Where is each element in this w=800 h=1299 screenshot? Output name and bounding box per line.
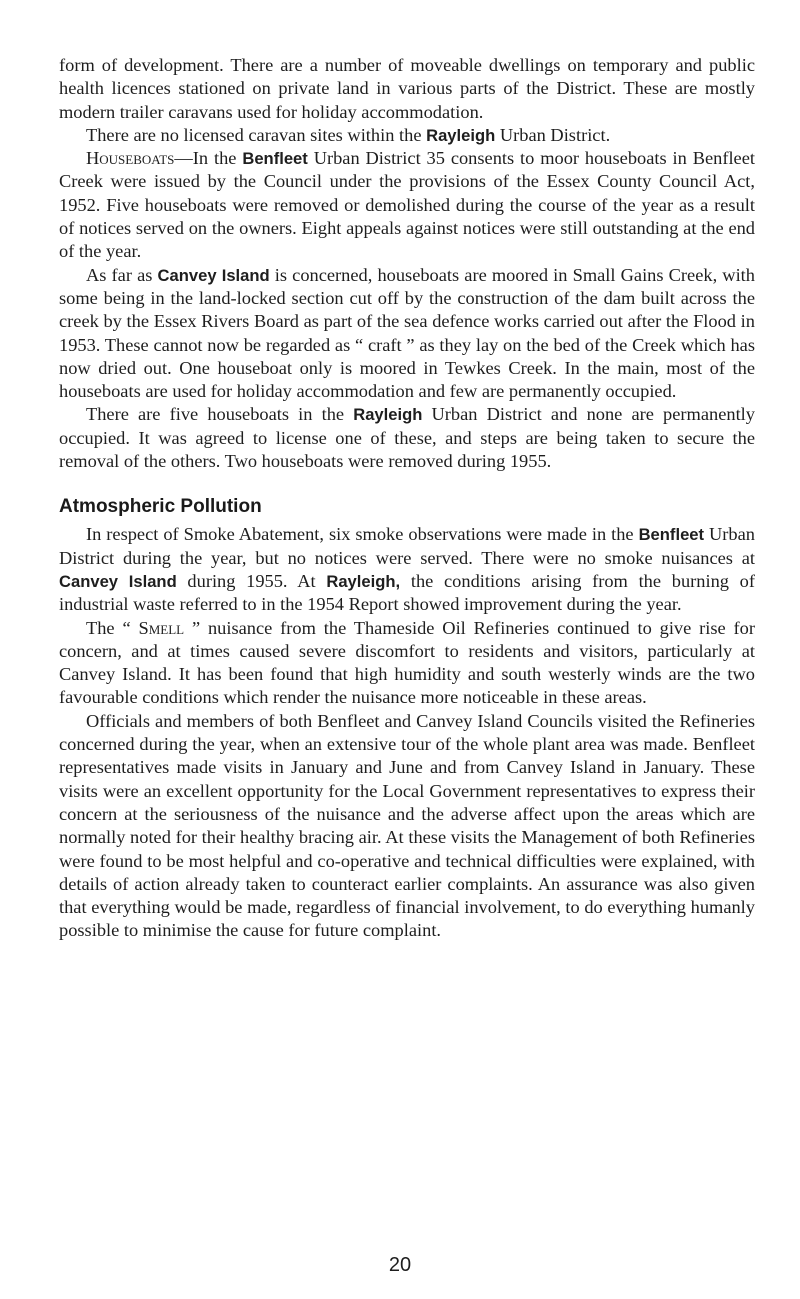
paragraph-text: —In the [174, 148, 243, 169]
small-caps-smell: Smell [138, 617, 185, 638]
paragraph-text: Urban District and none are permanently occupied. It was agreed to license one of these, and steps are being taken to secure the removal of the others. Two houseboats were removed during 1955. [59, 404, 755, 472]
paragraph-text: Urban District during the year, but no notices were served. There were no smoke nuisances at [59, 524, 755, 568]
paragraph-rayleigh-caravans [59, 124, 755, 147]
place-name-rayleigh: Rayleigh [426, 125, 496, 145]
paragraph-smoke-abatement [59, 523, 755, 616]
paragraph-text: Urban District. [495, 124, 611, 145]
paragraph-text: As far as [86, 264, 158, 285]
paragraph-text: the conditions arising from the burning of industrial waste referred to in the 1954 Report showed improvement during the year. [59, 570, 755, 615]
paragraph-houseboats-canvey [59, 264, 755, 404]
paragraph-text: Urban District 35 consents to moor houseboats in Benfleet Creek were issued by the Council under the provisions of the Essex County Council Act, 1952. Five houseboats were removed or demolished during the course of the year as a result of notices served on the owners. Eight appeals against notices were still outstanding at the end of the year. [59, 148, 755, 262]
section-heading-atmospheric-pollution: Atmospheric Pollution [59, 496, 262, 518]
paragraph-moveable-dwellings [59, 54, 755, 124]
paragraph-text: ” nuisance from the Thameside Oil Refineries continued to give rise for concern, and at times caused severe discomfort to residents and visitors, particularly at Canvey Island. It has been found that high humidity and south westerly winds are the two favourable conditions which render the nuisance more noticeable in these areas. [59, 617, 755, 708]
paragraph-houseboats-benfleet [59, 147, 755, 263]
paragraph-refinery-visits [59, 710, 755, 943]
paragraph-smell-nuisance [59, 617, 755, 710]
document-page [59, 54, 755, 943]
paragraph-text: is concerned, houseboats are moored in Small Gains Creek, with some being in the land-locked section cut off by the construction of the dam built across the creek by the Essex Rivers Board as part of the sea defence works carried out after the Flood in 1953. These cannot now be regarded as “ craft ” as they lay on the bed of the Creek which has now dried out. One houseboat only is moored in Tewkes Creek. In the main, most of the houseboats are used for holiday accommodation and few are permanently occupied. [59, 264, 755, 402]
page-number: 20 [388, 1254, 412, 1276]
paragraph-text: In respect of Smoke Abatement, six smoke observations were made in the [86, 524, 639, 545]
paragraph-text: There are five houseboats in the [86, 404, 354, 425]
place-name-benfleet: Benfleet [242, 149, 308, 169]
paragraph-text: There are no licensed caravan sites within the [86, 124, 427, 145]
paragraph-text: The “ [86, 617, 139, 638]
place-name-benfleet: Benfleet [638, 525, 705, 545]
place-name-rayleigh: Rayleigh [353, 405, 423, 425]
paragraph-houseboats-rayleigh [59, 403, 755, 473]
place-name-canvey-island: Canvey Island [157, 265, 270, 285]
run-in-heading-houseboats: Houseboats [86, 148, 175, 169]
paragraph-text: form of development. There are a number of moveable dwellings on temporary and public health licences stationed on private land in various parts of the District. These are mostly modern trailer caravans used for holiday accommodation. [59, 55, 755, 122]
place-name-canvey-island: Canvey Island [59, 571, 177, 591]
place-name-rayleigh: Rayleigh, [326, 571, 401, 591]
paragraph-text: Officials and members of both Benfleet and Canvey Island Councils visited the Refineries concerned during the year, when an extensive tour of the whole plant area was made. Benfleet representatives made visits in January and June and from Canvey Island in January. These visits were an excellent opportunity for the Local Government representatives to express their concern at the seriousness of the nuisance and the adverse affect upon the areas which are normally noted for their healthy bracing air. At these visits the Management of both Refineries were found to be most helpful and co-operative and technical difficulties were explained, with details of action already taken to counteract earlier complaints. An assurance was also given that everything would be made, regardless of financial involvement, to do everything humanly possible to minimise the cause for future complaint. [59, 710, 755, 941]
paragraph-text: during 1955. At [176, 570, 327, 591]
